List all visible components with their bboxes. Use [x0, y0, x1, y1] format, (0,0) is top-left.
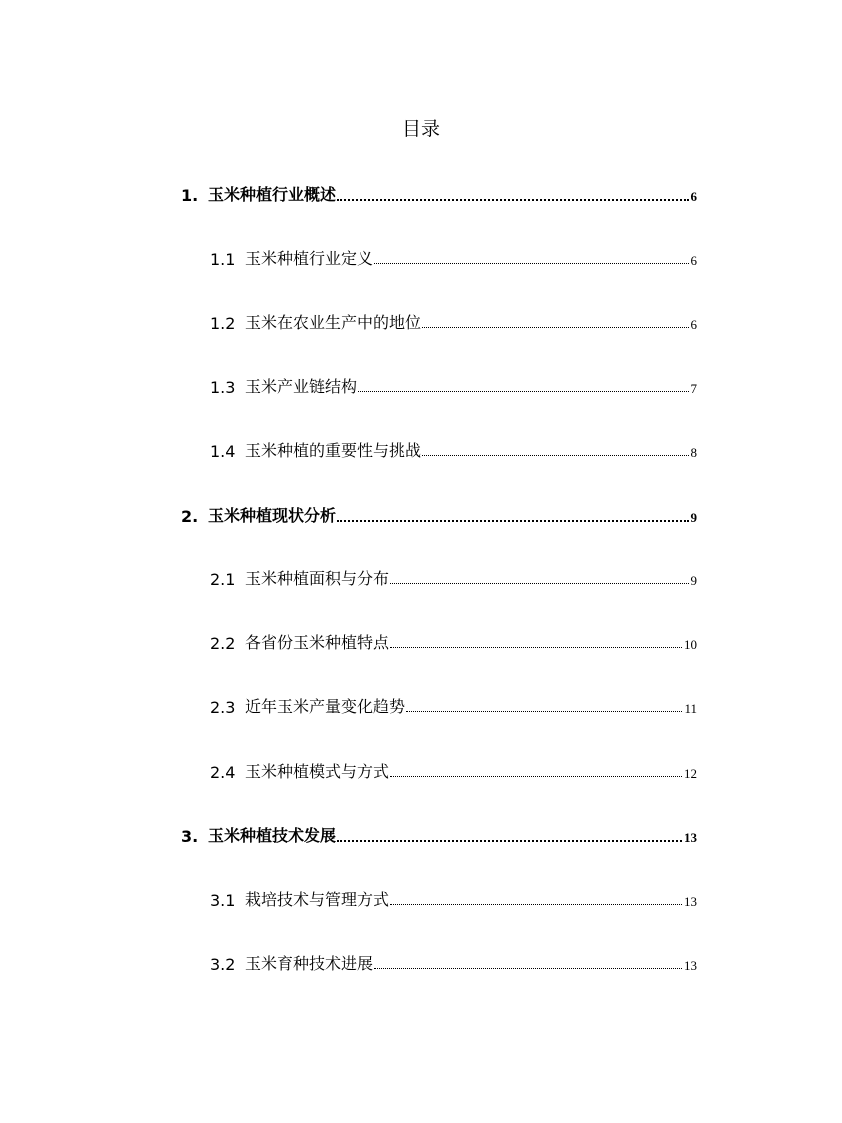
toc-page-number: 6 [690, 317, 697, 332]
toc-heading: 玉米种植的重要性与挑战 [245, 441, 422, 460]
toc-heading: 栽培技术与管理方式 [245, 890, 390, 909]
toc-number: 2.1 [210, 570, 236, 589]
toc-heading: 玉米种植行业概述 [208, 185, 337, 204]
toc-number: 1.3 [210, 378, 236, 397]
toc-number: 2.4 [210, 763, 236, 782]
toc-page-number: 8 [690, 445, 697, 460]
dot-leader [358, 391, 688, 392]
toc-entry-2-3[interactable] [210, 695, 697, 717]
toc-heading: 玉米产业链结构 [245, 377, 358, 396]
toc-number: 1.1 [210, 250, 236, 269]
toc-page-number: 12 [684, 766, 697, 781]
toc-entry-3[interactable] [181, 824, 697, 846]
toc-number: 1.4 [210, 442, 236, 461]
page-title: 目录 [401, 118, 440, 140]
toc-entry-3-1[interactable] [210, 888, 697, 910]
toc-number: 1.2 [210, 314, 236, 333]
toc-entry-2-2[interactable] [210, 631, 697, 653]
toc-entry-3-2[interactable] [210, 952, 697, 974]
toc-heading: 玉米种植模式与方式 [245, 762, 390, 781]
toc-entry-2[interactable] [181, 504, 697, 526]
toc-heading: 玉米种植技术发展 [208, 826, 337, 845]
dot-leader [422, 455, 688, 456]
dot-leader [422, 327, 688, 328]
toc-number: 2.3 [210, 698, 236, 717]
toc-heading: 各省份玉米种植特点 [245, 633, 390, 652]
dot-leader [374, 263, 688, 264]
dot-leader [337, 199, 688, 201]
dot-leader [337, 520, 688, 522]
toc-page-number: 13 [684, 894, 697, 909]
toc-entry-1-3[interactable] [210, 375, 697, 397]
toc-number: 3.1 [210, 891, 236, 910]
dot-leader [390, 904, 682, 905]
dot-leader [337, 840, 682, 842]
toc-page-number: 9 [690, 510, 697, 525]
toc-page-number: 9 [690, 573, 697, 588]
toc-number: 1. [181, 186, 199, 205]
toc-entry-1-4[interactable] [210, 439, 697, 461]
toc-entry-2-1[interactable] [210, 567, 697, 589]
dot-leader [390, 776, 682, 777]
toc-heading: 玉米种植行业定义 [245, 249, 374, 268]
toc-page-number: 13 [684, 830, 697, 845]
toc-number: 2. [181, 507, 199, 526]
toc-page-number: 13 [684, 958, 697, 973]
toc-heading: 玉米种植现状分析 [208, 506, 337, 525]
toc-number: 3. [181, 827, 199, 846]
toc-page-number: 6 [690, 189, 697, 204]
toc-page-number: 6 [690, 253, 697, 268]
toc-heading: 近年玉米产量变化趋势 [245, 697, 406, 716]
toc-page-number: 11 [684, 701, 697, 716]
toc-page-number: 10 [684, 637, 697, 652]
toc-entry-1-2[interactable] [210, 311, 697, 333]
toc-entry-1-1[interactable] [210, 247, 697, 269]
toc-heading: 玉米种植面积与分布 [245, 569, 390, 588]
dot-leader [390, 583, 688, 584]
toc-entry-1[interactable] [181, 183, 697, 205]
toc-number: 2.2 [210, 634, 236, 653]
toc-entry-2-4[interactable] [210, 760, 697, 782]
toc-number: 3.2 [210, 955, 236, 974]
toc-heading: 玉米育种技术进展 [245, 954, 374, 973]
dot-leader [374, 968, 682, 969]
dot-leader [406, 711, 682, 712]
toc-page-number: 7 [690, 381, 697, 396]
dot-leader [390, 647, 682, 648]
toc-heading: 玉米在农业生产中的地位 [245, 313, 422, 332]
